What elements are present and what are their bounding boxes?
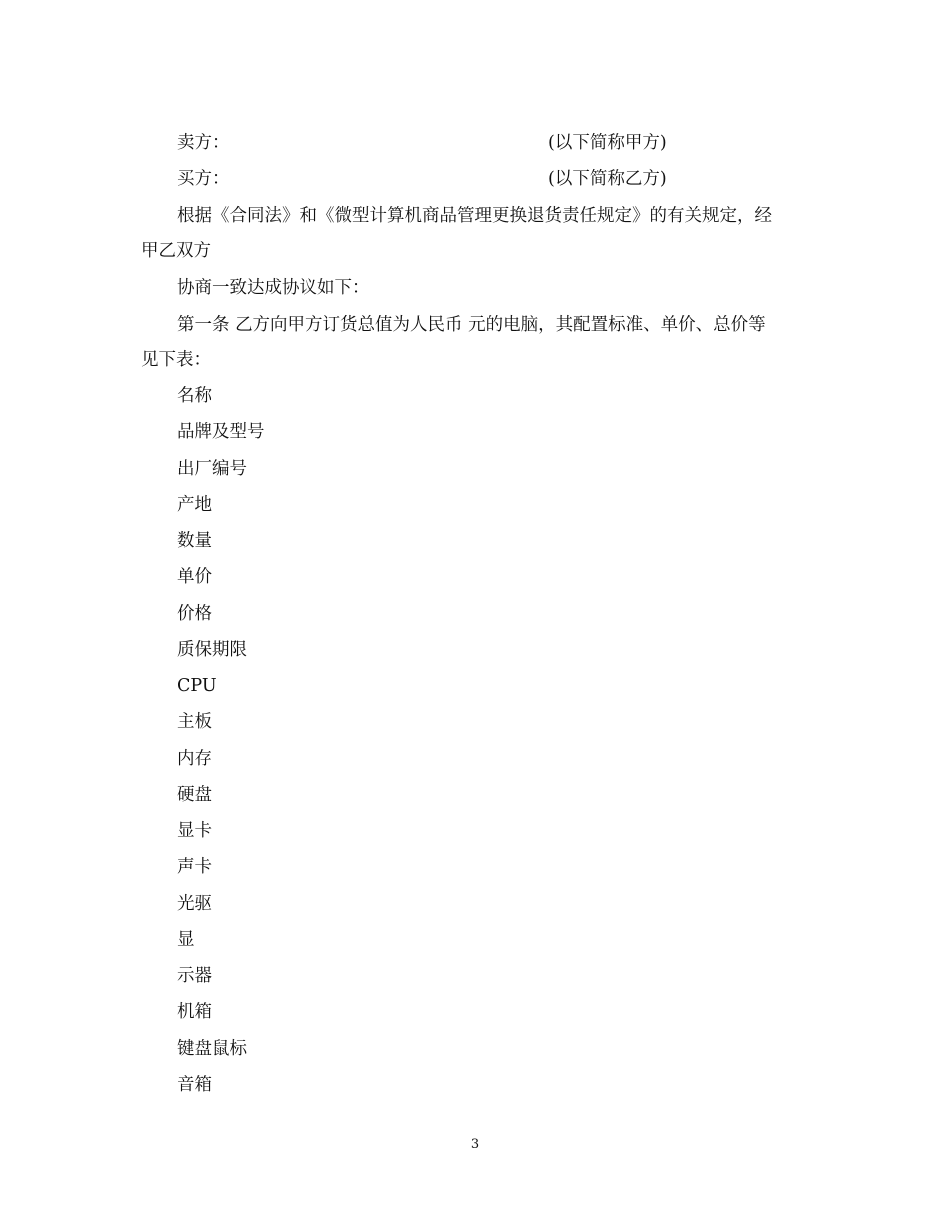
list-item: 内存	[177, 748, 212, 769]
list-item: 价格	[177, 603, 212, 624]
list-item: 硬盘	[177, 784, 212, 805]
buyer-note: (以下简称乙方)	[548, 169, 667, 189]
list-item: 质保期限	[177, 639, 247, 660]
list-item: CPU	[177, 676, 217, 696]
spec-item-list	[177, 384, 265, 1109]
list-item: 键盘鼠标	[177, 1038, 247, 1059]
seller-note: (以下简称甲方)	[548, 133, 667, 153]
list-item: 示器	[177, 966, 212, 986]
article-1-line-1: 第一条 乙方向甲方订货总值为人民币 元的电脑，其配置标准、单价、总价等	[177, 315, 766, 335]
list-item: 显	[177, 929, 195, 950]
seller-label: 卖方：	[177, 133, 230, 153]
list-item: 显卡	[177, 821, 212, 841]
paragraph-1-line-1: 根据《合同法》和《微型计算机商品管理更换退货责任规定》的有关规定，经	[177, 206, 772, 226]
article-1-line-2: 见下表：	[141, 350, 211, 370]
list-item: 单价	[177, 567, 212, 588]
list-item: 产地	[177, 494, 212, 515]
paragraph-1-line-2: 甲乙双方	[141, 241, 211, 261]
buyer-label: 买方：	[177, 169, 230, 189]
paragraph-2: 协商一致达成协议如下：	[177, 278, 370, 298]
list-item: 数量	[177, 531, 212, 551]
list-item: 光驱	[177, 893, 212, 914]
list-item: 品牌及型号	[177, 422, 265, 443]
list-item: 主板	[177, 712, 212, 733]
list-item: 机箱	[177, 1002, 212, 1023]
list-item: 声卡	[177, 857, 212, 878]
list-item: 出厂编号	[177, 458, 247, 479]
page-number: 3	[470, 1137, 480, 1152]
list-item: 音箱	[177, 1074, 212, 1095]
list-item: 名称	[177, 386, 212, 406]
